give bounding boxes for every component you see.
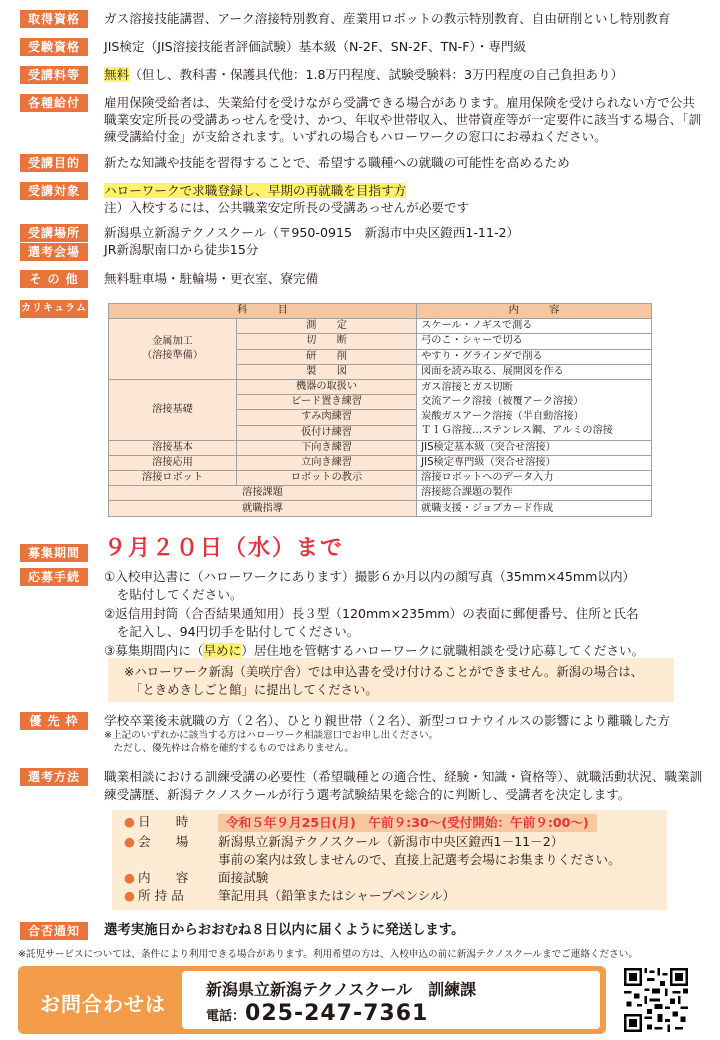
qualification-label: 取得資格: [20, 10, 88, 28]
deadline-text: ９月２０日（水）まで: [104, 536, 345, 561]
exam-label: 受験資格: [20, 38, 88, 56]
fee-label: 受講料等: [20, 66, 88, 84]
benefits-row: [20, 94, 706, 145]
apply-step3: ③募集期間内に（早めに）居住地を管轄するハローワークに就職相談を受け応募してください。: [104, 642, 645, 658]
apply-row: [20, 568, 706, 660]
table-sub: 仮付け練習: [237, 425, 417, 440]
table-desc: 溶接総合課題の製作: [417, 486, 652, 501]
table-sub: すみ肉練習: [237, 410, 417, 425]
table-sub: 機器の取扱い: [237, 379, 417, 394]
contact-bar: [18, 966, 606, 1034]
table-desc: 図面を読み取る、展開図を作る: [417, 364, 652, 379]
qualification-text: ガス溶接技能講習、アーク溶接特別教育、産業用ロボットの教示特別教育、自由研削といし特別教育: [104, 11, 671, 26]
result-text: 選考実施日からおおむね８日以内に届くように発送します。: [104, 923, 465, 938]
purpose-row: [20, 154, 706, 172]
contact-org: 新潟県立新潟テクノスクール 訓練課: [206, 980, 477, 999]
selection-venue: ● 会 場 新潟県立新潟テクノスクール（新潟市中央区鐙西1－11－2）: [124, 834, 564, 849]
table-sub: 切 断: [237, 334, 417, 349]
table-desc: やすり・グラインダで削る: [417, 349, 652, 364]
target-label: 受講対象: [20, 182, 88, 200]
priority-row: [20, 712, 706, 755]
table-sub: 研 削: [237, 349, 417, 364]
qr-code-icon[interactable]: [624, 968, 688, 1032]
table-desc: 弓のこ・シャーで切る: [417, 334, 652, 349]
curriculum-label: カリキュラム: [20, 300, 88, 318]
place-row: [20, 224, 706, 261]
other-row: [20, 270, 706, 288]
table-desc-basics: ガス溶接とガス切断 交流アーク溶接（被覆アーク溶接） 炭酸ガスアーク溶接（半自動溶接） ＴＩＧ溶接…ステンレス鋼、アルミの溶接: [417, 379, 652, 440]
apply-step2b: を記入し、94円切手を貼付してください。: [104, 624, 360, 640]
footnote: ※託児サービスについては、条件により利用できる場合があります。利用希望の方は、入校申込の前に新潟テクノスクールまでご連絡ください。: [18, 949, 638, 960]
place-line2: JR新潟駅南口から徒歩15分: [104, 242, 259, 257]
recruit-row: [20, 536, 706, 562]
recruit-label: 募集期間: [20, 544, 88, 562]
table-head-content: 内 容: [417, 304, 652, 319]
selection-text: 職業相談における訓練受講の必要性（希望職種との適合性、経験・知識・資格等）、就職活動状況、職業訓練受講歴、新潟テクノスクールが行う選考試験結果を総合的に判断し、受講者を決定します。: [104, 769, 703, 802]
table-sub: ロボットの教示: [237, 471, 417, 486]
table-head-subject: 科 目: [109, 304, 417, 319]
target-row: [20, 182, 706, 216]
apply-label: 応募手続: [20, 568, 88, 586]
table-cat: 溶接応用: [109, 455, 237, 470]
table-cat: 就職指導: [109, 501, 417, 516]
table-sub: 立向き練習: [237, 455, 417, 470]
target-text: ハローワークで求職登録し、早期の再就職を目指す方: [104, 183, 407, 198]
apply-step2a: ②返信用封筒（合否結果通知用）長３型（120mm×235mm）の表面に郵便番号、住所と氏名: [104, 605, 639, 621]
selection-venue-note: 事前の案内は致しませんので、直接上記選考会場にお集まりください。: [218, 852, 621, 867]
table-desc: スケール・ノギスで測る: [417, 319, 652, 334]
table-sub: ビード置き練習: [237, 395, 417, 410]
contact-label: お問合わせは: [40, 992, 166, 1016]
table-group-basics: 溶接基礎: [109, 379, 237, 440]
result-label: 合否通知: [20, 922, 88, 940]
priority-text: 学校卒業後未就職の方（２名）、ひとり親世帯（２名）、新型コロナウイルスの影響により離職した方: [104, 713, 670, 728]
apply-note-box: [108, 658, 674, 702]
apply-step1b: を貼付してください。: [104, 587, 243, 603]
table-desc: JIS検定専門級（突合せ溶接）: [417, 455, 652, 470]
benefits-label: 各種給付: [20, 94, 88, 112]
purpose-text: 新たな知識や技能を習得することで、希望する職種への就職の可能性を高めるため: [104, 155, 570, 170]
priority-label: 優 先 枠: [20, 712, 88, 730]
table-cat: 溶接基本: [109, 440, 237, 455]
other-text: 無料駐車場・駐輪場・更衣室、寮完備: [104, 271, 319, 286]
place-label: 受講場所: [20, 224, 88, 242]
priority-note2: ただし、優先枠は合格を確約するものではありません。: [104, 743, 355, 754]
table-group-metal: 金属加工 （溶接準備）: [109, 319, 237, 380]
other-label: そ の 他: [20, 270, 88, 288]
exam-row: [20, 38, 706, 56]
exam-text: JIS検定（JIS溶接技能者評価試験）基本級（N-2F、SN-2F、TN-F）・専門級: [104, 39, 527, 54]
selection-label: 選考方法: [20, 768, 88, 786]
table-desc: JIS検定基本級（突合せ溶接）: [417, 440, 652, 455]
table-cat: 溶接課題: [109, 486, 417, 501]
selection-items: ● 所 持 品 筆記用具（鉛筆またはシャープペンシル）: [124, 888, 456, 903]
table-sub: 測 定: [237, 319, 417, 334]
benefits-text: 雇用保険受給者は、失業給付を受けながら受講できる場合があります。雇用保険を受けられない方で公共職業安定所長の受講あっせんを受け、かつ、年収や世帯収入、世帯資産等が一定要件に該当する場合、「訓練受講給付金」が支給されます。いずれの場合もハローワークの窓口にお尋ねください。: [104, 95, 702, 144]
phone-number[interactable]: 025-247-7361: [245, 1001, 429, 1026]
apply-step1a: ①入校申込書に（ハローワークにあります）撮影６か月以内の顔写真（35mm×45mm以内）: [104, 569, 636, 584]
table-sub: 下向き練習: [237, 440, 417, 455]
selection-row: [20, 768, 706, 804]
purpose-label: 受講目的: [20, 154, 88, 172]
venue-label: 選考会場: [20, 243, 88, 261]
place-line1: 新潟県立新潟テクノスクール（〒950-0915 新潟市中央区鐙西1-11-2）: [104, 225, 520, 240]
phone-label: 電話：: [206, 1009, 246, 1024]
fee-row: [20, 66, 706, 84]
table-desc: 就職支援・ジョブカード作成: [417, 501, 652, 516]
table-cat: 溶接ロボット: [109, 471, 237, 486]
table-desc: 溶接ロボットへのデータ入力: [417, 471, 652, 486]
priority-note1: ※上記のいずれかに該当する方はハローワーク相談窓口でお申し出ください。: [104, 730, 439, 741]
selection-content: ● 内 容 面接試験: [124, 870, 269, 885]
curriculum-table: [108, 303, 652, 517]
fee-text: （但し、教科書・保護具代他：1.8万円程度、試験受験料：3万円程度の自己負担あり）: [129, 67, 624, 82]
fee-free: 無料: [104, 67, 130, 82]
qualification-row: [20, 10, 706, 28]
result-row: [20, 922, 706, 940]
apply-note1: ※ハローワーク新潟（美咲庁舎）では申込書を受け付けることができません。新潟の場合は、: [124, 664, 644, 679]
target-note: 注）入校するには、公共職業安定所長の受講あっせんが必要です: [104, 200, 470, 215]
selection-date: ● 日 時 令和５年９月25日(月) 午前９:30～(受付開始：午前９:00～): [124, 814, 597, 832]
table-sub: 製 図: [237, 364, 417, 379]
apply-note2: 「ときめきしごと館」に提出してください。: [130, 682, 378, 697]
